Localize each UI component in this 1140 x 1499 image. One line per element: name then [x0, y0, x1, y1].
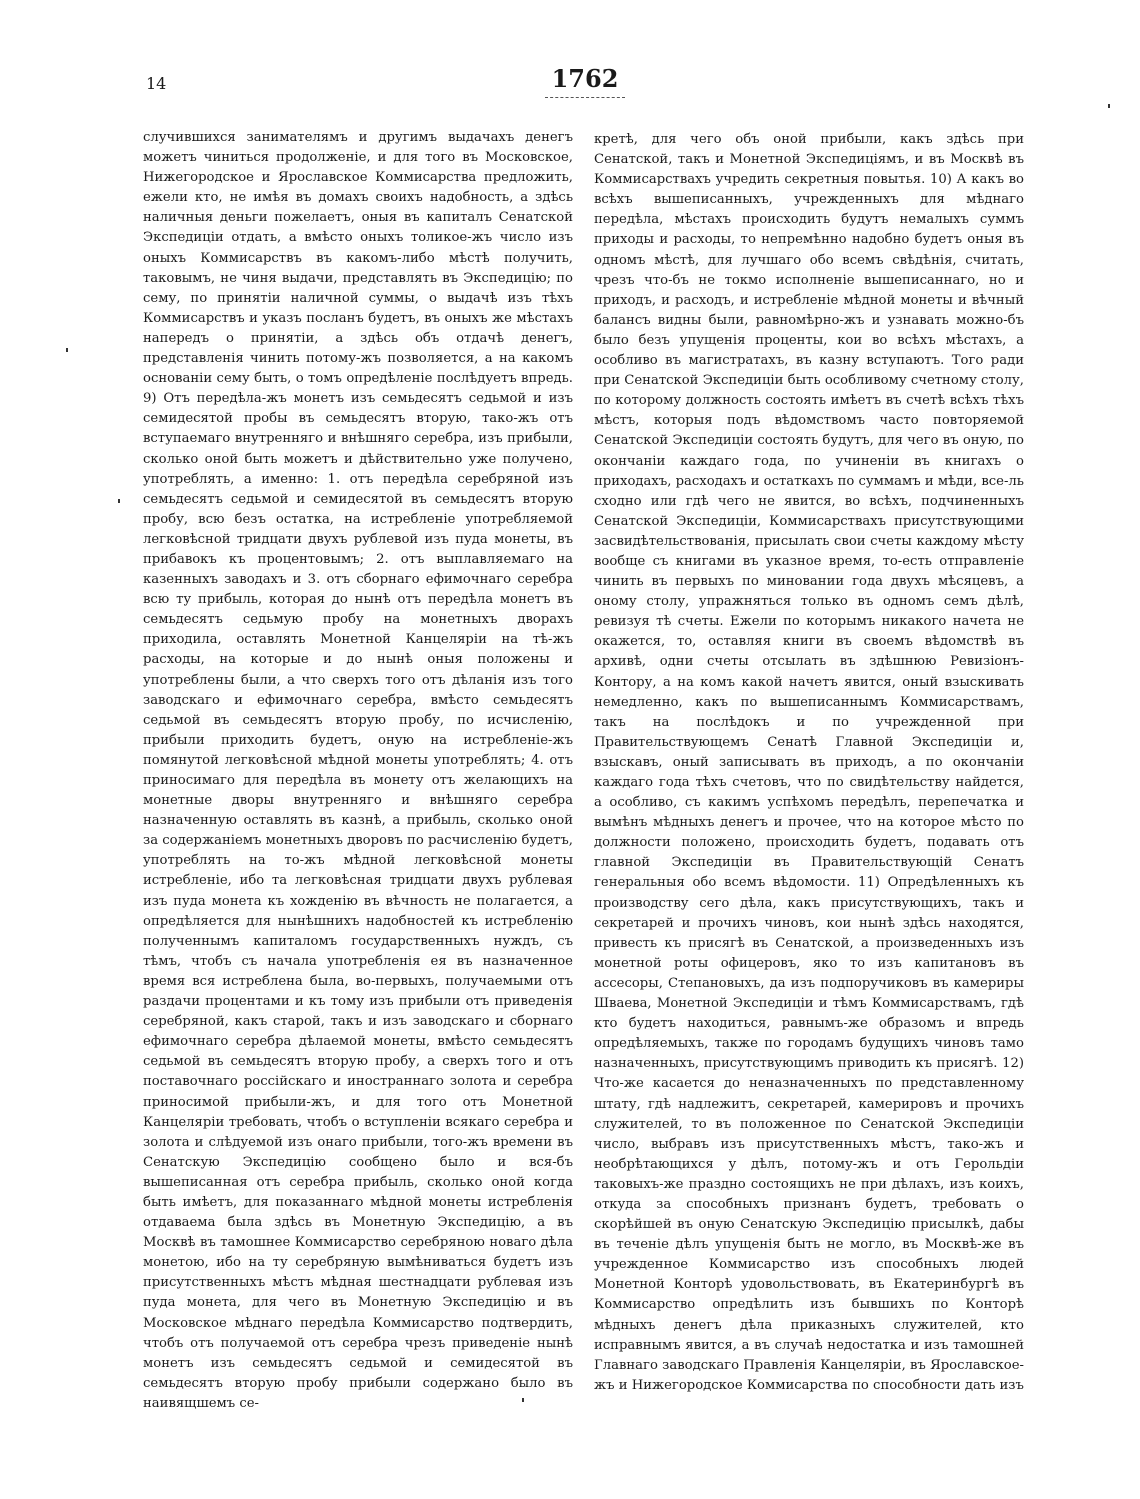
- column-left-text: случившихся занимателямъ и другимъ выдачахъ денегъ можетъ чиниться продолженіе, и для того въ Московское, Нижегородское и Ярославское Коммисарства предложить, ежели кто, не имѣя въ домахъ своихъ надобность, а здѣсь наличныя деньги пожелаетъ, оныя въ капиталъ Сенатской Экспедиціи отдать, а вмѣсто оныхъ толикое-жъ число изъ оныхъ Коммисарствъ въ какомъ-либо мѣстѣ получить, таковымъ, не чиня выдачи, представлять въ Экспедицію; по сему, по принятіи наличной суммы, о выдачѣ изъ тѣхъ Коммисарствъ и указъ посланъ будетъ, въ оныхъ же мѣстахъ напередъ о принятіи, а здѣсь объ отдачѣ денегъ, представленія чинить потому-жъ позволяется, а на какомъ основаніи сему быть, о томъ опредѣленіе послѣдуетъ впредь. 9) Отъ передѣла-жъ монетъ изъ семьдесятъ седьмой и изъ семидесятой пробы въ семьдесятъ вторую, тако-жъ отъ вступаемаго внутренняго и внѣшняго серебра, изъ прибыли, сколько оной быть можетъ и дѣйствительно уже получено, употреблять, а именно: 1. отъ передѣла серебряной изъ семьдесятъ седьмой и семидесятой въ семьдесятъ вторую пробу, всю безъ остатка, на истребленіе употребляемой легковѣсной тридцати двухъ рублевой изъ пуда монеты, въ прибавокъ къ процентовымъ; 2. отъ выплавляемаго на казенныхъ заводахъ и 3. отъ сборнаго ефимочнаго серебра всю ту прибыль, которая до нынѣ отъ передѣла монетъ въ семьдесятъ седьмую пробу на монетныхъ дворахъ приходила, оставлять Монетной Канцеляріи на тѣ-жъ расходы, на которые и до нынѣ оныя положены и употреблены были, а что сверхъ того отъ дѣланія изъ того заводскаго и ефимочнаго серебра, вмѣсто семьдесятъ седьмой въ семьдесятъ вторую пробу, по исчисленію, прибыли приходить будетъ, оную на истребленіе-жъ помянутой легковѣсной мѣдной монеты употреблять; 4. отъ приносимаго для передѣла въ монету отъ желающихъ на монетные дворы внутренняго и внѣшняго серебра назначенную оставлять въ казнѣ, а прибыль, сколько оной за содержаніемъ монетныхъ дворовъ по расчисленію будетъ, употреблять на то-жъ мѣдной легковѣсной монеты истребленіе, ибо та легковѣсная тридцати двухъ рублевая изъ пуда монета къ хожденію въ вѣчность не полагается, а опредѣляется для нынѣшнихъ надобностей къ истребленію полученнымъ капиталомъ государственныхъ нуждъ, съ тѣмъ, чтобъ съ начала употребленія ея въ назначенное время вся истреблена была, во-первыхъ, получаемыми отъ раздачи процентами и къ тому изъ прибыли отъ приведенія серебряной, какъ старой, такъ и изъ заводскаго и сборнаго ефимочнаго серебра дѣлаемой монеты, вмѣсто семьдесятъ седьмой въ семьдесятъ вторую пробу, а сверхъ того и отъ поставочнаго россійскаго и иностраннаго золота и серебра приносимой прибыли-жъ, и для того отъ Монетной Канцеляріи требовать, чтобъ о вступленіи всякаго серебра и золота и слѣдуемой изъ онаго прибыли, того-жъ времени въ Сенатскую Экспедицію сообщено было и вся-бъ вышеписанная отъ серебра прибыль, сколько оной когда быть имѣетъ, для показаннаго мѣдной монеты истребленія отдаваема была здѣсь въ Монетную Экспедицію, а въ Москвѣ въ тамошнее Коммисарство серебряною новаго дѣла монетою, ибо на ту серебряную вымѣниваться будетъ изъ присутственныхъ мѣстъ мѣдная шестнадцати рублевая изъ пуда монета, для чего въ Монетную Экспедицію и въ Московское мѣднаго передѣла Коммисарство подтвердить, чтобъ отъ получаемой отъ серебра чрезъ приведеніе нынѣ монетъ изъ семьдесятъ седьмой и семидесятой въ семьдесятъ вторую пробу прибыли содержано было въ наивящшемъ се-: [143, 130, 573, 1411]
- print-speck: [66, 348, 68, 352]
- text-column-right: [594, 130, 1024, 1396]
- decorative-rule: [545, 94, 625, 98]
- year-heading: 1762: [551, 64, 619, 93]
- text-column-left: [143, 128, 573, 1414]
- print-speck: [522, 1398, 524, 1402]
- print-speck: [118, 499, 120, 503]
- column-right-text: кретѣ, для чего объ оной прибыли, какъ здѣсь при Сенатской, такъ и Монетной Экспедиціямъ, и въ Москвѣ въ Коммисарствахъ учредить секретныя повытья. 10) А какъ во всѣхъ вышеписанныхъ, учрежденныхъ для мѣднаго передѣла, мѣстахъ происходить будутъ немалыхъ суммъ приходы и расходы, то непремѣнно надобно будетъ оныя въ одномъ мѣстѣ, для лучшаго обо всемъ свѣдѣнія, считать, чрезъ что-бъ не токмо исполненіе вышеписаннаго, но и приходъ, и расходъ, и истребленіе мѣдной монеты и вѣчный балансъ видны были, равномѣрно-жъ и узнавать можно-бъ было безъ упущенія проценты, кои во всѣхъ мѣстахъ, а особливо въ магистратахъ, въ казну вступаютъ. Того ради при Сенатской Экспедиціи быть особливому счетному столу, по которому должность состоять имѣетъ въ счетѣ всѣхъ тѣхъ мѣстъ, которыя подъ вѣдомствомъ часто повторяемой Сенатской Экспедиціи состоять будутъ, для чего въ оную, по окончаніи каждаго года, по учиненіи въ книгахъ о приходахъ, расходахъ и остаткахъ по суммамъ и мѣди, все-ль сходно или гдѣ чего не явится, во всѣхъ, подчиненныхъ Сенатской Экспедиціи, Коммисарствахъ присутствующими засвидѣтельствованія, присылать свои счеты каждому мѣсту вообще съ книгами въ указное время, то-есть отправленіе чинить въ первыхъ по миновании года двухъ мѣсяцевъ, а оному столу, упражняться только въ одномъ семъ дѣлѣ, ревизуя тѣ счеты. Ежели по которымъ никакого начета не окажется, то, оставляя книги въ своемъ вѣдомствѣ въ архивѣ, одни счеты отсылать въ здѣшнюю Ревизіонъ-Контору, а на комъ какой начетъ явится, оный взыскивать немедленно, какъ по вышеписаннымъ Коммисарствамъ, такъ на послѣдокъ и по учрежденной при Правительствующемъ Сенатѣ Главной Экспедиціи и, взыскавъ, оный записывать въ приходъ, а по окончаніи каждаго года тѣхъ счетовъ, что по свидѣтельству найдется, а особливо, съ какимъ успѣхомъ передѣлъ, перепечатка и вымѣнъ мѣдныхъ денегъ и прочее, что на которое мѣсто по должности положено, происходить будетъ, подавать отъ главной Экспедиціи въ Правительствующій Сенатъ генеральныя обо всемъ вѣдомости. 11) Опредѣленныхъ къ производству сего дѣла, какъ присутствующихъ, такъ и секретарей и прочихъ чиновъ, кои нынѣ здѣсь находятся, привесть къ присягѣ въ Сенатской, а произведенныхъ изъ монетной роты офицеровъ, яко то изъ капитановъ въ ассесоры, Степановыхъ, да изъ подпоручиковъ въ камериры Шваева, Монетной Экспедиціи и тѣмъ Коммисарствамъ, гдѣ кто будетъ находиться, равнымъ-же образомъ и впредь опредѣляемыхъ, также по городамъ будущихъ чиновъ тамо назначенныхъ, присутствующимъ приводить къ присягѣ. 12) Что-же касается до неназначенныхъ по представленному штату, гдѣ надлежитъ, секретарей, камерировъ и прочихъ служителей, то въ положенное по Сенатской Экспедиціи число, выбравъ изъ присутственныхъ мѣстъ, тако-жъ и необрѣтающихся у дѣлъ, потому-жъ и отъ Герольдіи таковыхъ-же праздно состоящихъ не при дѣлахъ, изъ коихъ, откуда за способныхъ признанъ будетъ, требовать о скорѣйшей въ оную Сенатскую Экспедицію присылкѣ, дабы въ теченіе дѣлъ упущенія быть не могло, въ Москвѣ-же въ учрежденное Коммисарство изъ способныхъ людей Монетной Конторѣ удовольствовать, въ Екатеринбургѣ въ Коммисарство опредѣлить изъ бывшихъ по Конторѣ мѣдныхъ денегъ дѣла приказныхъ служителей, кто исправнымъ явится, а въ случаѣ недостатка и изъ тамошней Главнаго заводскаго Правленія Канцеляріи, въ Ярославское-жъ и Нижегородское Коммисарства по способности дать изъ: [594, 132, 1024, 1393]
- print-speck: [1108, 104, 1110, 108]
- page-number: 14: [146, 74, 167, 93]
